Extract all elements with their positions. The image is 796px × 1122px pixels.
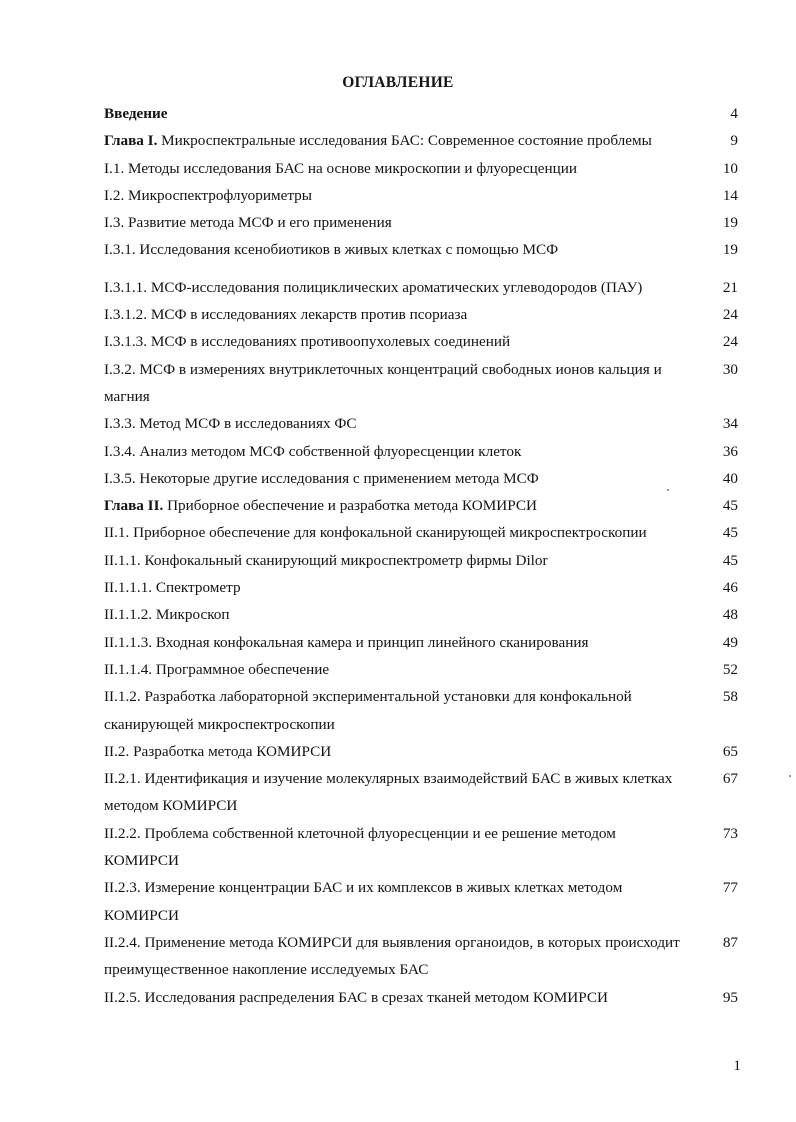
toc-entry-text: II.1. Приборное обеспечение для конфокальной сканирующей микроспектроскопии [104,524,647,542]
toc-page-number: 45 [722,524,738,542]
toc-entry-heading: Введение [104,105,168,122]
toc-page-number: 77 [722,879,738,897]
toc-entry-text: I.3.1.2. МСФ в исследованиях лекарств против псориаза [104,306,468,324]
toc-entry-text: I.3.1.1. МСФ-исследования полициклических ароматических углеводородов (ПАУ) [104,278,643,296]
toc-page-number: 45 [722,551,738,569]
toc-page-number: 4 [730,105,738,122]
toc-entry[interactable] [104,683,744,738]
toc-entry[interactable] [104,820,744,875]
toc-page-number: 52 [722,660,738,678]
toc-entry-text: II.1.1.1. Спектрометр [104,579,241,597]
toc-page-number: 24 [722,333,738,351]
toc-entry-text: II.2.1. Идентификация и изучение молекулярных взаимодействий БАС в живых клетках методом КОМИРСИ [104,770,673,815]
toc-entry-text: II.2.3. Измерение концентрации БАС и их комплексов в живых клетках методом КОМИРСИ [104,879,623,924]
toc-entry[interactable] [104,984,744,1011]
toc-entry[interactable] [104,301,744,328]
toc-entry-text: I.3. Развитие метода МСФ и его применения [104,214,392,232]
toc-page-number: 40 [722,469,738,487]
toc-entry[interactable] [104,629,744,656]
toc-entry[interactable] [104,155,744,182]
toc-entry[interactable] [104,410,744,437]
page-title: ОГЛАВЛЕНИЕ [342,74,454,91]
toc-entry[interactable] [104,182,744,209]
toc-page-number: 48 [722,606,738,624]
toc-page-number: 34 [722,415,738,433]
scan-speck [667,489,669,491]
toc-page-number: 87 [722,933,738,951]
toc-entry-text: II.1.1.4. Программное обеспечение [104,660,330,678]
toc-page-number: 9 [730,132,738,150]
toc-page-number: 65 [722,742,738,760]
toc-page-number: 36 [722,442,738,460]
toc-entry-text: I.3.1.3. МСФ в исследованиях противоопухолевых соединений [104,333,511,351]
toc-entry[interactable] [104,929,744,984]
toc-page-number: 24 [722,306,738,324]
toc-entry[interactable] [104,328,744,355]
toc-page-number: 30 [722,360,738,378]
table-of-contents [104,100,744,1011]
toc-entry[interactable] [104,356,744,411]
toc-entry[interactable] [104,738,744,765]
toc-page-number: 95 [722,988,738,1006]
toc-entry-text: I.3.2. МСФ в измерениях внутриклеточных концентраций свободных ионов кальция и магния [104,360,662,405]
toc-entry-text: I.3.3. Метод МСФ в исследованиях ФС [104,415,357,433]
toc-entry[interactable] [104,656,744,683]
toc-entry-text: II.2.2. Проблема собственной клеточной флуоресценции и ее решение методом КОМИРСИ [104,824,616,870]
page-number: 1 [733,1057,741,1074]
toc-entry-text: II.1.1.2. Микроскоп [104,606,230,624]
toc-entry-heading: Глава I. [104,132,158,150]
toc-entry-heading: Глава II. [104,497,164,515]
toc-page-number: 19 [722,241,738,259]
toc-entry[interactable] [104,874,744,929]
toc-entry[interactable] [104,274,744,301]
toc-entry[interactable] [104,547,744,574]
toc-entry-text: I.3.1. Исследования ксенобиотиков в живых клетках с помощью МСФ [104,241,559,259]
toc-entry[interactable] [104,127,744,154]
toc-entry-text: II.1.1. Конфокальный сканирующий микроспектрометр фирмы Dilor [104,551,548,569]
toc-page-number: 19 [722,214,738,232]
toc-entry-text: I.1. Методы исследования БАС на основе микроскопии и флуоресценции [104,159,577,177]
toc-entry[interactable] [104,492,744,519]
toc-page-number: 67 [722,770,738,788]
toc-entry[interactable] [104,236,744,263]
toc-entry-text: I.3.5. Некоторые другие исследования с применением метода МСФ [104,469,539,487]
toc-entry[interactable] [104,601,744,628]
toc-entry[interactable] [104,209,744,236]
toc-entry-text: Микроспектральные исследования БАС: Современное состояние проблемы [157,132,652,150]
toc-entry-text: I.2. Микроспектрофлуориметры [104,186,312,204]
toc-page-number: 45 [722,497,738,515]
toc-entry[interactable] [104,438,744,465]
toc-entry[interactable] [104,574,744,601]
toc-entry[interactable] [104,519,744,546]
toc-page-number: 58 [722,688,738,706]
toc-page-number: 46 [722,579,738,597]
toc-page-number: 21 [722,278,738,296]
toc-page-number: 73 [722,824,738,842]
toc-entry[interactable] [104,100,744,127]
toc-entry-text: II.1.1.3. Входная конфокальная камера и принцип линейного сканирования [104,633,589,651]
toc-page-number: 10 [722,159,738,177]
toc-entry-text: I.3.4. Анализ методом МСФ собственной флуоресценции клеток [104,442,522,460]
toc-entry[interactable] [104,465,744,492]
toc-page-number: 14 [722,186,738,204]
toc-entry-text: II.2.4. Применение метода КОМИРСИ для выявления органоидов, в которых происходит преимущественное накопление исследуемых БАС [104,933,680,979]
toc-entry-text: II.2. Разработка метода КОМИРСИ [104,742,332,760]
scan-speck [789,775,791,777]
toc-entry-text: II.2.5. Исследования распределения БАС в срезах тканей методом КОМИРСИ [104,988,608,1006]
toc-entry-text: II.1.2. Разработка лабораторной экспериментальной установки для конфокальной сканирующей микроспектроскопии [104,688,632,733]
toc-page-number: 49 [722,633,738,651]
toc-entry[interactable] [104,765,744,820]
toc-entry-text: Приборное обеспечение и разработка метода КОМИРСИ [163,497,537,515]
